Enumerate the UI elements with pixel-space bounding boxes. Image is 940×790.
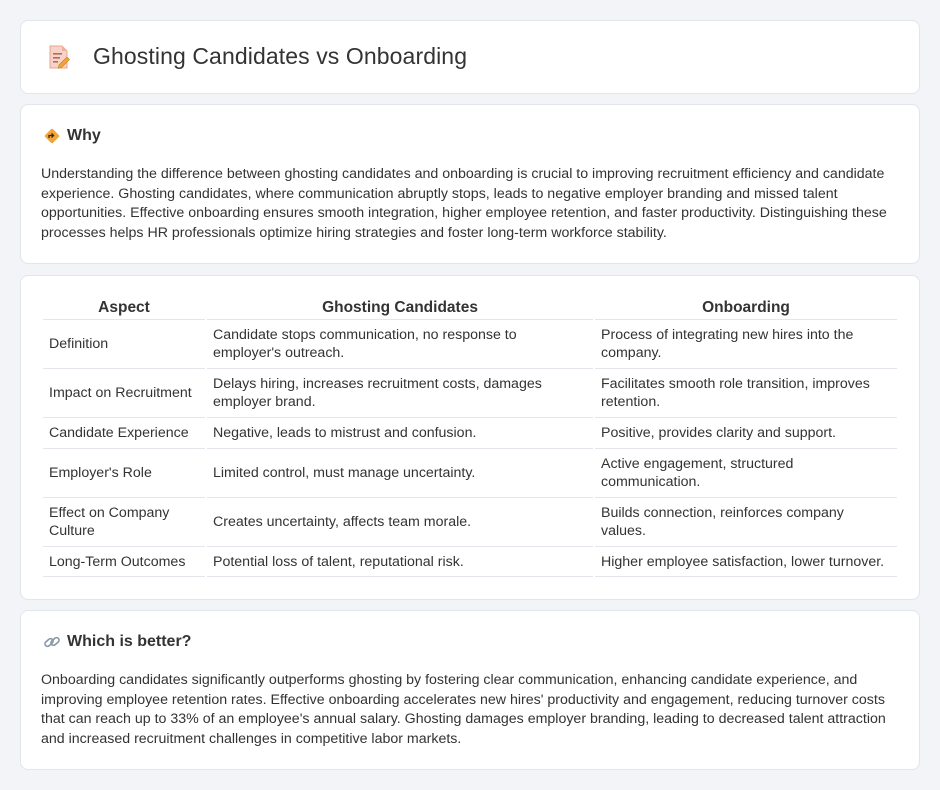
- table-header-row: [43, 294, 897, 319]
- comparison-section: [20, 275, 920, 600]
- cell-onboarding: Builds connection, reinforces company values.: [595, 497, 897, 546]
- why-heading: [43, 127, 101, 145]
- cell-aspect: Long-Term Outcomes: [43, 546, 205, 577]
- cell-onboarding: Higher employee satisfaction, lower turnover.: [595, 546, 897, 577]
- cell-ghosting: Candidate stops communication, no response to employer's outreach.: [207, 319, 593, 368]
- header-aspect: Aspect: [98, 298, 150, 316]
- cell-onboarding: Process of integrating new hires into the company.: [595, 319, 897, 368]
- table-row: [43, 417, 897, 448]
- table-row: [43, 497, 897, 546]
- why-section: [20, 104, 920, 264]
- cell-aspect: Employer's Role: [43, 448, 205, 497]
- comparison-table: [41, 294, 899, 577]
- table-row: [43, 319, 897, 368]
- cell-ghosting: Delays hiring, increases recruitment costs, damages employer brand.: [207, 368, 593, 417]
- better-text: Onboarding candidates significantly outperforms ghosting by fostering clear communication, enhancing candidate experience, and improving employee retention rates. Effective onboarding accelerates new hires' productivity and engagement, reducing turnover costs that can reach up to 33% of an employee's annual salary. Ghosting damages employer branding, leading to decreased talent attraction and increased recruitment challenges in competitive labor markets.: [41, 672, 886, 747]
- page-header: [47, 43, 467, 70]
- better-heading: [43, 633, 191, 651]
- better-title: Which is better?: [67, 633, 192, 650]
- cell-onboarding: Active engagement, structured communication.: [595, 448, 897, 497]
- document-edit-icon: [47, 44, 71, 70]
- which-is-better-section: [20, 610, 920, 770]
- header-onboarding: Onboarding: [702, 298, 790, 316]
- cell-ghosting: Negative, leads to mistrust and confusion.: [207, 417, 593, 448]
- table-row: [43, 368, 897, 417]
- table-row: [43, 546, 897, 577]
- why-title: Why: [67, 127, 101, 144]
- cell-onboarding: Facilitates smooth role transition, improves retention.: [595, 368, 897, 417]
- cell-aspect: Impact on Recruitment: [43, 368, 205, 417]
- cell-ghosting: Potential loss of talent, reputational risk.: [207, 546, 593, 577]
- cell-ghosting: Limited control, must manage uncertainty.: [207, 448, 593, 497]
- header-card: [20, 20, 920, 94]
- cell-aspect: Effect on Company Culture: [43, 497, 205, 546]
- why-text: Understanding the difference between ghosting candidates and onboarding is crucial to improving recruitment efficiency and candidate experience. Ghosting candidates, where communication abruptly stops, leads to negative employer branding and missed talent opportunities. Effective onboarding ensures smooth integration, higher employee retention, and faster productivity. Distinguishing these processes helps HR professionals optimize hiring strategies and foster long-term workforce stability.: [41, 166, 887, 241]
- cell-ghosting: Creates uncertainty, affects team morale.: [207, 497, 593, 546]
- header-ghosting: Ghosting Candidates: [322, 298, 478, 316]
- cell-aspect: Candidate Experience: [43, 417, 205, 448]
- table-row: [43, 448, 897, 497]
- page-title: Ghosting Candidates vs Onboarding: [93, 43, 468, 69]
- diamond-directions-icon: [43, 127, 61, 145]
- link-icon: [43, 633, 61, 651]
- cell-onboarding: Positive, provides clarity and support.: [595, 417, 897, 448]
- cell-aspect: Definition: [43, 319, 205, 368]
